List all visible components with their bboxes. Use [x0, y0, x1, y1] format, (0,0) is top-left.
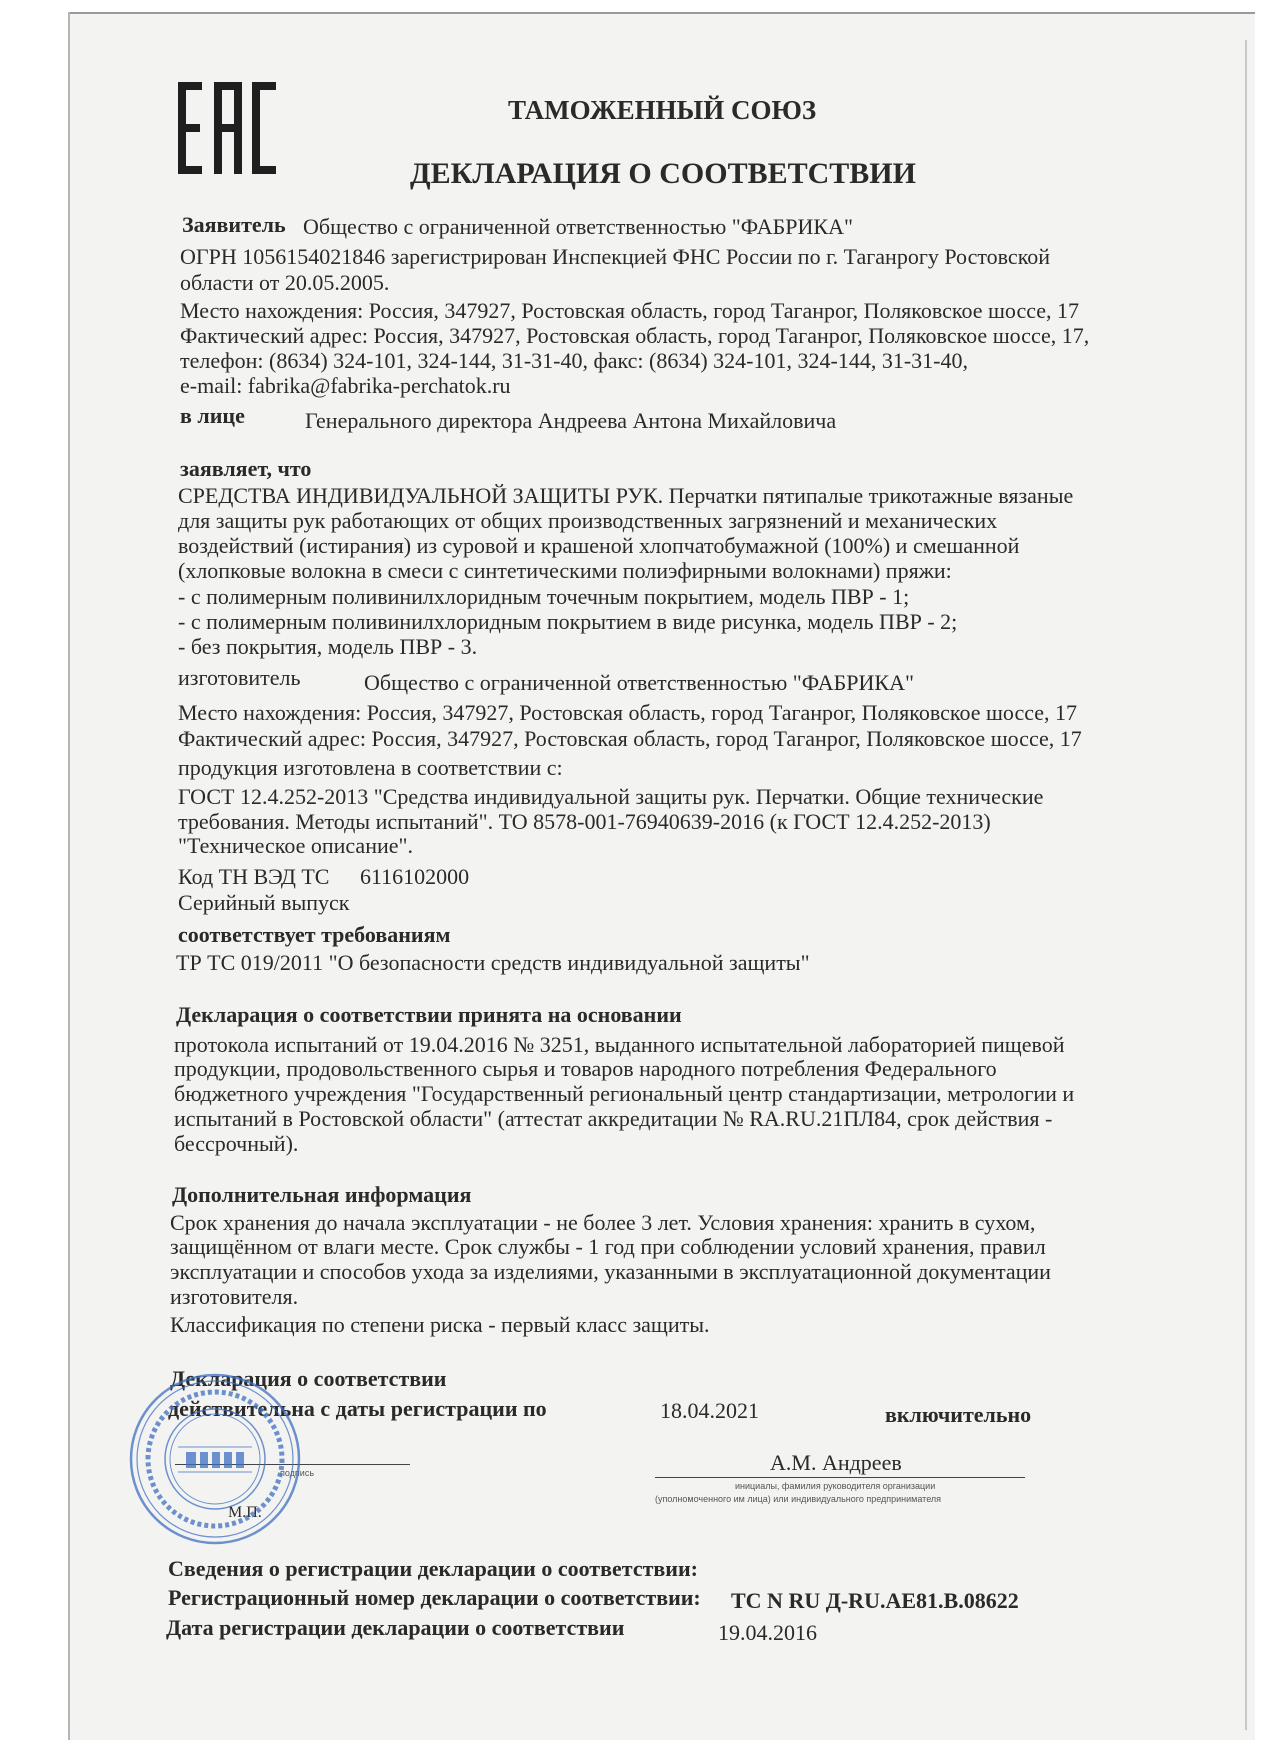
registration-number-label: Регистрационный номер декларации о соответствии:	[168, 1585, 701, 1610]
additional-label: Дополнительная информация	[172, 1182, 472, 1207]
applicant-line: телефон: (8634) 324-101, 324-144, 31-31-40, факс: (8634) 324-101, 324-144, 31-31-40,	[180, 348, 968, 373]
signatory-name: А.М. Андреев	[770, 1450, 902, 1475]
signature-caption: (уполномоченного им лица) или индивидуального предпринимателя	[655, 1494, 942, 1504]
manufacturer-line: Место нахождения: Россия, 347927, Ростовская область, город Таганрог, Поляковское шоссе, 17	[178, 700, 1078, 725]
compliance-label: соответствует требованиям	[178, 922, 451, 947]
basis-label: Декларация о соответствии принята на основании	[176, 1002, 682, 1027]
applicant-line: Фактический адрес: Россия, 347927, Ростовская область, город Таганрог, Поляковское шоссе, 17,	[180, 323, 1090, 348]
company-stamp-icon	[128, 1372, 303, 1547]
product-line: (хлопковые волокна в смеси с синтетическими полиэфирными волокнами) пряжи:	[178, 558, 952, 583]
hs-code-label: Код ТН ВЭД ТС	[178, 864, 330, 889]
validity-inclusive: включительно	[885, 1402, 1032, 1427]
applicant-line: ОГРН 1056154021846 зарегистрирован Инспекцией ФНС России по г. Таганрогу Ростовской	[180, 244, 1051, 269]
production-line: "Техническое описание".	[178, 833, 413, 858]
hs-code-value: 6116102000	[360, 864, 470, 889]
applicant-line: Место нахождения: Россия, 347927, Ростовская область, город Таганрог, Поляковское шоссе, 17	[180, 298, 1080, 323]
scan-edge-right	[1245, 40, 1247, 1730]
validity-label: Декларация о соответствии	[170, 1366, 447, 1391]
registration-date-label: Дата регистрации декларации о соответствии	[166, 1615, 625, 1640]
applicant-name: Общество с ограниченной ответственностью "ФАБРИКА"	[303, 214, 853, 239]
additional-line: защищённом от влаги месте. Срок службы - 1 год при соблюдении условий хранения, правил	[170, 1234, 1046, 1259]
declares-label: заявляет, что	[180, 456, 312, 481]
scan-edge-top	[70, 12, 1255, 14]
basis-line: бессрочный).	[174, 1131, 299, 1156]
additional-line: Классификация по степени риска - первый класс защиты.	[170, 1312, 710, 1337]
compliance-text: ТР ТС 019/2011 "О безопасности средств индивидуальной защиты"	[176, 950, 810, 975]
registration-number: ТС N RU Д-RU.АЕ81.В.08622	[731, 1588, 1019, 1613]
production-line: продукция изготовлена в соответствии с:	[178, 755, 563, 780]
signature-line	[655, 1477, 1025, 1478]
validity-period-label: действительна с даты регистрации по	[168, 1396, 547, 1421]
product-line: воздействий (истирания) из суровой и крашеной хлопчатобумажной (100%) и смешанной	[178, 533, 1020, 558]
person-label: в лице	[180, 403, 245, 428]
sign-caption: подпись	[280, 1468, 315, 1478]
basis-line: испытаний в Ростовской области" (аттестат аккредитации № RA.RU.21ПЛ84, срок действия -	[174, 1106, 1053, 1131]
product-line: СРЕДСТВА ИНДИВИДУАЛЬНОЙ ЗАЩИТЫ РУК. Перчатки пятипалые трикотажные вязаные	[178, 483, 1074, 508]
production-line: требования. Методы испытаний". ТО 8578-001-76940639-2016 (к ГОСТ 12.4.252-2013)	[178, 809, 991, 834]
applicant-label: Заявитель	[182, 212, 286, 237]
manufacturer-line: Фактический адрес: Россия, 347927, Ростовская область, город Таганрог, Поляковское шоссе, 17	[178, 726, 1082, 751]
serial-release: Серийный выпуск	[178, 890, 350, 915]
union-title: ТАМОЖЕННЫЙ СОЮЗ	[508, 95, 817, 125]
product-line: для защиты рук работающих от общих производственных загрязнений и механических	[178, 508, 998, 533]
product-line: - без покрытия, модель ПВР - 3.	[178, 634, 478, 659]
page-title: ДЕКЛАРАЦИЯ О СООТВЕТСТВИИ	[410, 157, 916, 190]
validity-date: 18.04.2021	[660, 1398, 759, 1423]
production-line: ГОСТ 12.4.252-2013 "Средства индивидуальной защиты рук. Перчатки. Общие технические	[178, 784, 1044, 809]
signature-caption: инициалы, фамилия руководителя организации	[735, 1481, 936, 1491]
person-name: Генерального директора Андреева Антона Михайловича	[305, 408, 837, 433]
applicant-line: e-mail: fabrika@fabrika-perchatok.ru	[180, 373, 511, 398]
basis-line: протокола испытаний от 19.04.2016 № 3251, выданного испытательной лабораторией пищевой	[174, 1032, 1065, 1057]
basis-line: продукции, продовольственного сырья и товаров народного потребления Федерального	[174, 1056, 997, 1081]
manufacturer-name: Общество с ограниченной ответственностью "ФАБРИКА"	[364, 670, 914, 695]
manufacturer-label: изготовитель	[178, 665, 301, 690]
additional-line: изготовителя.	[170, 1284, 299, 1309]
additional-line: эксплуатации и способов ухода за изделиями, указанными в эксплуатационной документации	[170, 1259, 1051, 1284]
scan-edge-left	[68, 12, 70, 1740]
eac-logo-icon	[178, 82, 276, 174]
seal-place-label: М.П.	[228, 1504, 262, 1521]
product-line: - с полимерным поливинилхлоридным точечным покрытием, модель ПВР - 1;	[178, 584, 910, 609]
registration-header: Сведения о регистрации декларации о соответствии:	[168, 1556, 698, 1581]
applicant-line: области от 20.05.2005.	[180, 270, 390, 295]
product-line: - с полимерным поливинилхлоридным покрытием в виде рисунка, модель ПВР - 2;	[178, 609, 958, 634]
additional-line: Срок хранения до начала эксплуатации - не более 3 лет. Условия хранения: хранить в сухом,	[170, 1210, 1036, 1235]
basis-line: бюджетного учреждения "Государственный региональный центр стандартизации, метрологии и	[174, 1081, 1075, 1106]
registration-date: 19.04.2016	[718, 1620, 817, 1645]
